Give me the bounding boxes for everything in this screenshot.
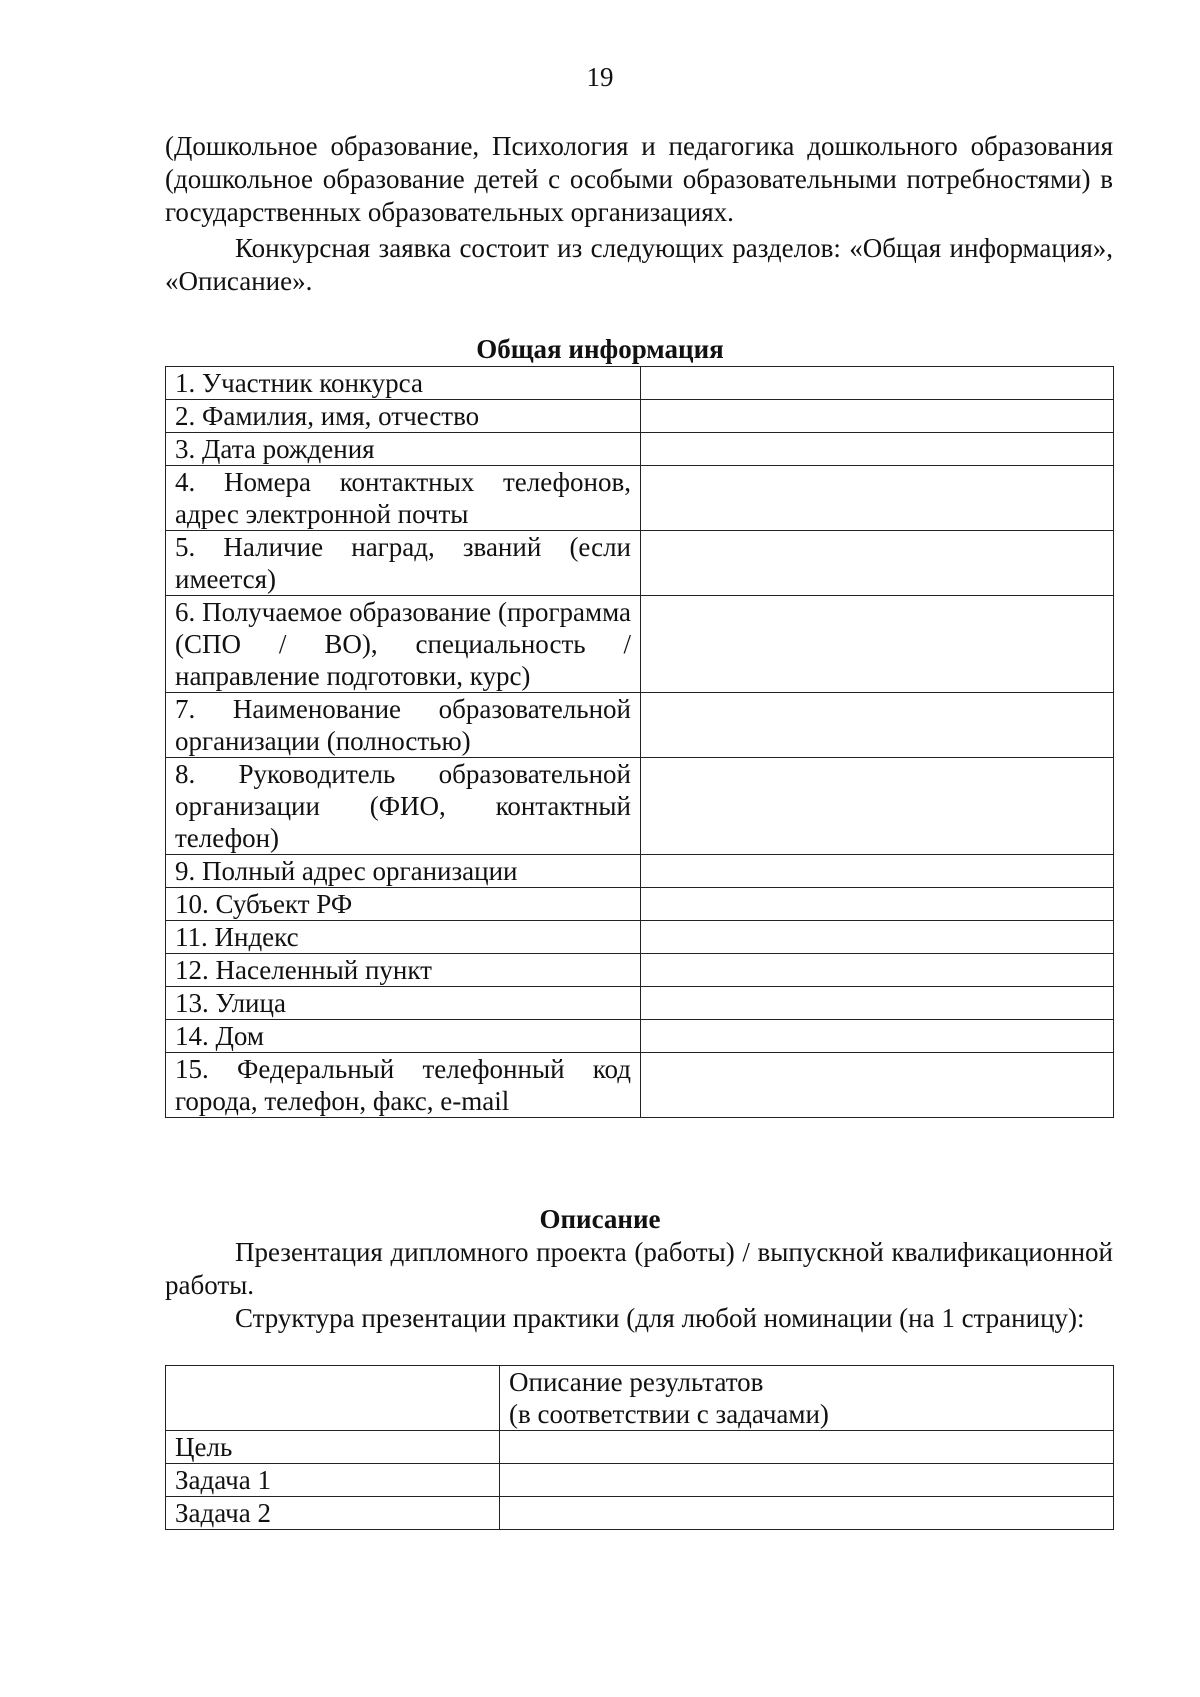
row-label: 8. Руководитель образовательной организации (ФИО, контактный телефон) [166, 758, 641, 855]
description-title: Описание [539, 1204, 661, 1234]
row-label: 15. Федеральный телефонный код города, телефон, факс, e-mail [166, 1053, 641, 1118]
value-cell[interactable] [641, 987, 1114, 1020]
table-row [166, 954, 1114, 987]
intro-paragraph-1: (Дошкольное образование, Психология и педагогика дошкольного образования (дошкольное образование детей с особыми образовательными потребностями) в государственных образовательных организациях. [165, 131, 1113, 227]
row-label: 2. Фамилия, имя, отчество [166, 400, 641, 433]
header-empty-cell [166, 1366, 500, 1431]
value-cell[interactable] [641, 367, 1114, 400]
table-row [166, 531, 1114, 596]
row-label: 5. Наличие наград, званий (если имеется) [166, 531, 641, 596]
table-row [166, 1020, 1114, 1053]
row-label: 1. Участник конкурса [166, 367, 641, 400]
value-cell[interactable] [641, 888, 1114, 921]
value-cell[interactable] [641, 921, 1114, 954]
table-row [166, 758, 1114, 855]
table-row [166, 1053, 1114, 1118]
row-label: 9. Полный адрес организации [166, 855, 641, 888]
results-header-cell [500, 1366, 1114, 1431]
page-number: 19 [586, 62, 614, 92]
row-label: Задача 2 [166, 1497, 500, 1530]
value-cell[interactable] [641, 400, 1114, 433]
value-cell[interactable] [641, 596, 1114, 693]
row-label: 6. Получаемое образование (программа (СПО / ВО), специальность / направление подготовки, курс) [166, 596, 641, 693]
row-label: 12. Населенный пункт [166, 954, 641, 987]
table-row [166, 466, 1114, 531]
description-table [165, 1365, 1114, 1530]
results-header-line-2: (в соответствии с задачами) [509, 1399, 829, 1429]
value-cell[interactable] [641, 531, 1114, 596]
value-cell[interactable] [641, 693, 1114, 758]
row-label: 7. Наименование образовательной организации (полностью) [166, 693, 641, 758]
row-label: Задача 1 [166, 1464, 500, 1497]
table-row [166, 367, 1114, 400]
results-header-line-1: Описание результатов [509, 1367, 764, 1397]
table-row [166, 1497, 1114, 1530]
row-label: 11. Индекс [166, 921, 641, 954]
table-row [166, 921, 1114, 954]
table-header-row [166, 1366, 1114, 1431]
table-row [166, 987, 1114, 1020]
value-cell[interactable] [641, 954, 1114, 987]
general-info-table [165, 366, 1114, 1118]
value-cell[interactable] [500, 1431, 1114, 1464]
value-cell[interactable] [500, 1464, 1114, 1497]
table-row [166, 1464, 1114, 1497]
table-row [166, 693, 1114, 758]
table-row [166, 855, 1114, 888]
value-cell[interactable] [641, 1020, 1114, 1053]
table-row [166, 400, 1114, 433]
table-row [166, 888, 1114, 921]
row-label: Цель [166, 1431, 500, 1464]
value-cell[interactable] [641, 466, 1114, 531]
intro-paragraph-2: Конкурсная заявка состоит из следующих разделов: «Общая информация», «Описание». [165, 233, 1113, 296]
value-cell[interactable] [500, 1497, 1114, 1530]
value-cell[interactable] [641, 855, 1114, 888]
value-cell[interactable] [641, 1053, 1114, 1118]
description-paragraph-1: Презентация дипломного проекта (работы) / выпускной квалификационной работы. [165, 1237, 1113, 1300]
general-info-title: Общая информация [476, 334, 724, 364]
row-label: 10. Субъект РФ [166, 888, 641, 921]
table-row [166, 1431, 1114, 1464]
table-row [166, 596, 1114, 693]
value-cell[interactable] [641, 433, 1114, 466]
table-row [166, 433, 1114, 466]
row-label: 3. Дата рождения [166, 433, 641, 466]
row-label: 4. Номера контактных телефонов, адрес электронной почты [166, 466, 641, 531]
value-cell[interactable] [641, 758, 1114, 855]
row-label: 13. Улица [166, 987, 641, 1020]
description-paragraph-2: Структура презентации практики (для любой номинации (на 1 страницу): [235, 1303, 1085, 1333]
row-label: 14. Дом [166, 1020, 641, 1053]
